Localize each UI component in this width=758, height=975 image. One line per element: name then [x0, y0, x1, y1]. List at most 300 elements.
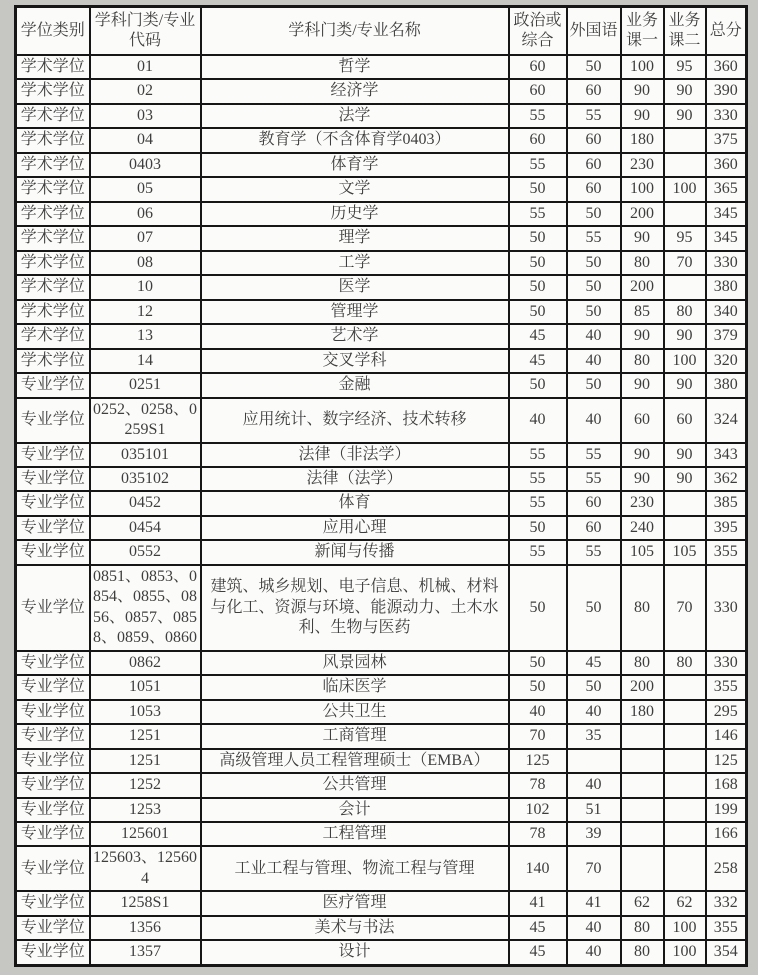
table-cell-business-course-1: 80: [621, 251, 664, 275]
table-cell-foreign-language: 60: [567, 128, 621, 152]
table-cell-business-course-1: 230: [621, 153, 664, 177]
table-cell-business-course-2: 80: [664, 651, 706, 675]
table-cell-business-course-2: 90: [664, 467, 706, 491]
table-cell-total-score: 355: [706, 916, 747, 940]
table-cell-degree-category: 专业学位: [16, 891, 90, 915]
table-cell-total-score: 362: [706, 467, 747, 491]
table-cell-politics-or-comprehensive: 40: [509, 700, 567, 724]
table-cell-subject-code: 1252: [90, 773, 201, 797]
table-cell-degree-category: 学术学位: [16, 349, 90, 373]
table-cell-business-course-2: 100: [664, 940, 706, 965]
table-row: [16, 55, 747, 79]
table-cell-foreign-language: 40: [567, 324, 621, 348]
table-cell-subject-name: 教育学（不含体育学0403）: [201, 128, 509, 152]
table-cell-business-course-2: 100: [664, 349, 706, 373]
table-cell-business-course-2: 60: [664, 398, 706, 443]
table-cell-politics-or-comprehensive: 140: [509, 846, 567, 891]
header-cell-subject-code: 学科门类/专业代码: [90, 7, 201, 56]
table-cell-subject-name: 法律（非法学）: [201, 443, 509, 467]
table-row: [16, 373, 747, 397]
table-cell-politics-or-comprehensive: 50: [509, 275, 567, 299]
table-cell-foreign-language: 45: [567, 651, 621, 675]
table-cell-subject-code: 07: [90, 226, 201, 250]
table-cell-politics-or-comprehensive: 78: [509, 822, 567, 846]
table-cell-subject-name: 风景园林: [201, 651, 509, 675]
table-cell-subject-code: 125603、125604: [90, 846, 201, 891]
table-cell-degree-category: 学术学位: [16, 55, 90, 79]
table-cell-foreign-language: 41: [567, 891, 621, 915]
table-cell-total-score: 146: [706, 724, 747, 748]
table-cell-business-course-1: 90: [621, 324, 664, 348]
table-cell-subject-name: 理学: [201, 226, 509, 250]
table-cell-subject-code: 0454: [90, 516, 201, 540]
table-cell-total-score: 375: [706, 128, 747, 152]
table-cell-degree-category: 专业学位: [16, 822, 90, 846]
header-cell-foreign-language: 外国语: [567, 7, 621, 56]
table-cell-business-course-2: 100: [664, 916, 706, 940]
table-cell-subject-code: 03: [90, 104, 201, 128]
table-cell-subject-name: 金融: [201, 373, 509, 397]
table-cell-business-course-1: [621, 724, 664, 748]
table-cell-foreign-language: 50: [567, 565, 621, 651]
table-cell-foreign-language: 55: [567, 104, 621, 128]
table-cell-politics-or-comprehensive: 60: [509, 128, 567, 152]
table-cell-foreign-language: 40: [567, 700, 621, 724]
table-cell-politics-or-comprehensive: 60: [509, 79, 567, 103]
table-row: [16, 128, 747, 152]
table-cell-politics-or-comprehensive: 50: [509, 675, 567, 699]
table-cell-business-course-1: [621, 846, 664, 891]
table-cell-degree-category: 专业学位: [16, 565, 90, 651]
table-cell-subject-code: 01: [90, 55, 201, 79]
table-cell-business-course-1: 90: [621, 467, 664, 491]
table-cell-degree-category: 专业学位: [16, 398, 90, 443]
table-row: [16, 491, 747, 515]
table-row: [16, 443, 747, 467]
table-cell-business-course-1: 200: [621, 275, 664, 299]
table-cell-subject-code: 12: [90, 300, 201, 324]
table-cell-subject-code: 0403: [90, 153, 201, 177]
table-cell-business-course-1: 90: [621, 104, 664, 128]
table-cell-total-score: 395: [706, 516, 747, 540]
table-cell-politics-or-comprehensive: 55: [509, 467, 567, 491]
table-cell-total-score: 330: [706, 104, 747, 128]
table-cell-business-course-2: [664, 675, 706, 699]
table-row: [16, 846, 747, 891]
table-cell-total-score: 360: [706, 153, 747, 177]
table-cell-degree-category: 专业学位: [16, 443, 90, 467]
table-cell-politics-or-comprehensive: 50: [509, 300, 567, 324]
table-cell-business-course-1: 80: [621, 940, 664, 965]
table-cell-total-score: 125: [706, 749, 747, 773]
table-cell-business-course-2: [664, 153, 706, 177]
table-cell-degree-category: 专业学位: [16, 916, 90, 940]
table-cell-business-course-1: 90: [621, 443, 664, 467]
table-cell-business-course-2: 105: [664, 540, 706, 564]
table-cell-foreign-language: 50: [567, 275, 621, 299]
table-cell-business-course-1: 200: [621, 202, 664, 226]
table-cell-subject-code: 1357: [90, 940, 201, 965]
table-row: [16, 749, 747, 773]
table-cell-foreign-language: 55: [567, 443, 621, 467]
table-cell-subject-name: 管理学: [201, 300, 509, 324]
table-cell-business-course-2: [664, 491, 706, 515]
table-cell-politics-or-comprehensive: 78: [509, 773, 567, 797]
table-cell-foreign-language: 40: [567, 349, 621, 373]
table-row: [16, 516, 747, 540]
table-cell-degree-category: 专业学位: [16, 773, 90, 797]
table-cell-business-course-2: 90: [664, 104, 706, 128]
table-cell-total-score: 295: [706, 700, 747, 724]
table-cell-subject-name: 应用统计、数字经济、技术转移: [201, 398, 509, 443]
table-cell-total-score: 345: [706, 226, 747, 250]
table-cell-subject-code: 08: [90, 251, 201, 275]
table-cell-subject-name: 法律（法学）: [201, 467, 509, 491]
table-cell-business-course-1: 90: [621, 79, 664, 103]
table-cell-business-course-2: [664, 822, 706, 846]
table-row: [16, 651, 747, 675]
table-cell-degree-category: 学术学位: [16, 128, 90, 152]
table-cell-business-course-2: [664, 724, 706, 748]
table-cell-business-course-1: [621, 822, 664, 846]
table-cell-foreign-language: 50: [567, 55, 621, 79]
table-cell-subject-name: 建筑、城乡规划、电子信息、机械、材料与化工、资源与环境、能源动力、土木水利、生物与医药: [201, 565, 509, 651]
table-cell-foreign-language: 40: [567, 940, 621, 965]
table-cell-subject-code: 04: [90, 128, 201, 152]
table-cell-degree-category: 学术学位: [16, 300, 90, 324]
table-cell-degree-category: 专业学位: [16, 675, 90, 699]
table-cell-degree-category: 学术学位: [16, 153, 90, 177]
table-cell-subject-name: 设计: [201, 940, 509, 965]
table-cell-business-course-2: [664, 846, 706, 891]
table-cell-total-score: 330: [706, 251, 747, 275]
table-row: [16, 300, 747, 324]
table-row: [16, 940, 747, 965]
table-row: [16, 398, 747, 443]
table-cell-business-course-1: 105: [621, 540, 664, 564]
table-cell-subject-name: 经济学: [201, 79, 509, 103]
table-cell-total-score: 380: [706, 373, 747, 397]
table-cell-business-course-2: 90: [664, 324, 706, 348]
table-cell-total-score: 330: [706, 651, 747, 675]
table-row: [16, 79, 747, 103]
table-cell-subject-code: 035101: [90, 443, 201, 467]
table-cell-subject-code: 02: [90, 79, 201, 103]
table-cell-politics-or-comprehensive: 40: [509, 398, 567, 443]
header-row: [16, 7, 747, 56]
table-row: [16, 891, 747, 915]
table-cell-subject-name: 哲学: [201, 55, 509, 79]
table-cell-business-course-1: 80: [621, 916, 664, 940]
header-cell-degree-category: 学位类别: [16, 7, 90, 56]
table-cell-total-score: 199: [706, 798, 747, 822]
table-row: [16, 251, 747, 275]
table-cell-politics-or-comprehensive: 55: [509, 202, 567, 226]
table-cell-subject-code: 0252、0258、0259S1: [90, 398, 201, 443]
table-cell-business-course-1: 180: [621, 128, 664, 152]
table-cell-business-course-1: 90: [621, 226, 664, 250]
table-cell-business-course-2: [664, 516, 706, 540]
table-cell-foreign-language: 70: [567, 846, 621, 891]
table-cell-business-course-1: 62: [621, 891, 664, 915]
table-row: [16, 822, 747, 846]
table-cell-business-course-1: 90: [621, 373, 664, 397]
table-row: [16, 104, 747, 128]
table-cell-subject-name: 医疗管理: [201, 891, 509, 915]
table-cell-total-score: 324: [706, 398, 747, 443]
table-cell-subject-code: 125601: [90, 822, 201, 846]
table-cell-business-course-2: 90: [664, 443, 706, 467]
table-cell-business-course-2: [664, 749, 706, 773]
table-cell-total-score: 360: [706, 55, 747, 79]
table-row: [16, 916, 747, 940]
table-cell-foreign-language: 35: [567, 724, 621, 748]
table-cell-business-course-2: 62: [664, 891, 706, 915]
table-cell-foreign-language: 60: [567, 153, 621, 177]
table-cell-politics-or-comprehensive: 50: [509, 373, 567, 397]
table-cell-total-score: 258: [706, 846, 747, 891]
table-cell-subject-code: 0452: [90, 491, 201, 515]
table-cell-business-course-2: 80: [664, 300, 706, 324]
table-cell-degree-category: 学术学位: [16, 104, 90, 128]
table-cell-foreign-language: 51: [567, 798, 621, 822]
table-cell-degree-category: 学术学位: [16, 177, 90, 201]
table-cell-subject-name: 艺术学: [201, 324, 509, 348]
table-cell-degree-category: 专业学位: [16, 798, 90, 822]
table-cell-subject-name: 体育: [201, 491, 509, 515]
table-cell-total-score: 345: [706, 202, 747, 226]
table-cell-total-score: 365: [706, 177, 747, 201]
table-cell-total-score: 355: [706, 675, 747, 699]
table-cell-subject-code: 1356: [90, 916, 201, 940]
table-cell-politics-or-comprehensive: 60: [509, 55, 567, 79]
table-row: [16, 202, 747, 226]
table-cell-subject-name: 体育学: [201, 153, 509, 177]
table-cell-degree-category: 学术学位: [16, 202, 90, 226]
table-cell-foreign-language: 40: [567, 773, 621, 797]
table-cell-degree-category: 学术学位: [16, 275, 90, 299]
table-cell-degree-category: 学术学位: [16, 79, 90, 103]
table-cell-subject-code: 1053: [90, 700, 201, 724]
table-cell-total-score: 379: [706, 324, 747, 348]
table-cell-business-course-1: 100: [621, 177, 664, 201]
table-cell-subject-name: 高级管理人员工程管理硕士（EMBA）: [201, 749, 509, 773]
table-cell-subject-code: 1251: [90, 749, 201, 773]
table-cell-politics-or-comprehensive: 125: [509, 749, 567, 773]
table-cell-subject-name: 交叉学科: [201, 349, 509, 373]
table-cell-foreign-language: 55: [567, 226, 621, 250]
table-cell-subject-code: 1258S1: [90, 891, 201, 915]
table-cell-subject-name: 工商管理: [201, 724, 509, 748]
table-row: [16, 467, 747, 491]
table-row: [16, 324, 747, 348]
table-cell-business-course-2: 90: [664, 373, 706, 397]
table-row: [16, 773, 747, 797]
table-cell-politics-or-comprehensive: 45: [509, 349, 567, 373]
table-cell-business-course-2: [664, 275, 706, 299]
table-row: [16, 153, 747, 177]
table-cell-total-score: 380: [706, 275, 747, 299]
table-cell-subject-name: 工学: [201, 251, 509, 275]
table-cell-business-course-1: 100: [621, 55, 664, 79]
table-cell-politics-or-comprehensive: 45: [509, 916, 567, 940]
table-cell-foreign-language: 40: [567, 916, 621, 940]
table-row: [16, 724, 747, 748]
header-cell-business-course-2: 业务课二: [664, 7, 706, 56]
table-cell-business-course-1: 230: [621, 491, 664, 515]
table-cell-degree-category: 学术学位: [16, 324, 90, 348]
table-cell-business-course-2: [664, 773, 706, 797]
table-cell-foreign-language: 39: [567, 822, 621, 846]
table-cell-foreign-language: 50: [567, 373, 621, 397]
table-cell-degree-category: 专业学位: [16, 467, 90, 491]
table-cell-business-course-1: 80: [621, 565, 664, 651]
table-cell-degree-category: 专业学位: [16, 940, 90, 965]
table-cell-degree-category: 学术学位: [16, 226, 90, 250]
table-row: [16, 675, 747, 699]
table-cell-subject-code: 0552: [90, 540, 201, 564]
table-cell-subject-name: 应用心理: [201, 516, 509, 540]
table-row: [16, 177, 747, 201]
table-cell-business-course-2: 90: [664, 79, 706, 103]
table-cell-subject-code: 14: [90, 349, 201, 373]
table-cell-subject-code: 0251: [90, 373, 201, 397]
table-cell-politics-or-comprehensive: 50: [509, 516, 567, 540]
table-cell-degree-category: 专业学位: [16, 749, 90, 773]
table-cell-foreign-language: 50: [567, 251, 621, 275]
score-table: [14, 5, 748, 967]
table-cell-business-course-1: 180: [621, 700, 664, 724]
table-cell-foreign-language: 60: [567, 516, 621, 540]
table-cell-politics-or-comprehensive: 55: [509, 104, 567, 128]
table-cell-politics-or-comprehensive: 55: [509, 540, 567, 564]
table-cell-politics-or-comprehensive: 45: [509, 324, 567, 348]
table-cell-subject-name: 公共管理: [201, 773, 509, 797]
table-cell-subject-code: 1051: [90, 675, 201, 699]
table-cell-subject-code: 1251: [90, 724, 201, 748]
table-cell-total-score: 332: [706, 891, 747, 915]
table-cell-subject-name: 法学: [201, 104, 509, 128]
table-cell-business-course-1: 80: [621, 651, 664, 675]
table-cell-foreign-language: 60: [567, 177, 621, 201]
table-cell-subject-name: 临床医学: [201, 675, 509, 699]
table-cell-total-score: 340: [706, 300, 747, 324]
table-cell-business-course-2: 100: [664, 177, 706, 201]
table-cell-business-course-1: 85: [621, 300, 664, 324]
table-cell-degree-category: 专业学位: [16, 491, 90, 515]
table-cell-total-score: 355: [706, 540, 747, 564]
table-cell-degree-category: 专业学位: [16, 700, 90, 724]
table-cell-subject-name: 会计: [201, 798, 509, 822]
table-row: [16, 349, 747, 373]
table-cell-subject-name: 公共卫生: [201, 700, 509, 724]
table-cell-subject-name: 文学: [201, 177, 509, 201]
table-cell-subject-name: 历史学: [201, 202, 509, 226]
table-cell-total-score: 390: [706, 79, 747, 103]
table-cell-business-course-2: [664, 202, 706, 226]
table-cell-foreign-language: 50: [567, 675, 621, 699]
table-cell-business-course-2: [664, 798, 706, 822]
table-cell-business-course-2: 70: [664, 565, 706, 651]
table-cell-politics-or-comprehensive: 102: [509, 798, 567, 822]
table-cell-business-course-1: [621, 749, 664, 773]
table-cell-subject-code: 06: [90, 202, 201, 226]
table-cell-foreign-language: 55: [567, 540, 621, 564]
table-cell-politics-or-comprehensive: 50: [509, 651, 567, 675]
table-cell-degree-category: 专业学位: [16, 373, 90, 397]
table-cell-total-score: 168: [706, 773, 747, 797]
table-cell-politics-or-comprehensive: 45: [509, 940, 567, 965]
table-cell-politics-or-comprehensive: 55: [509, 443, 567, 467]
table-cell-total-score: 166: [706, 822, 747, 846]
table-cell-business-course-2: [664, 700, 706, 724]
table-cell-business-course-1: [621, 773, 664, 797]
table-cell-subject-code: 0862: [90, 651, 201, 675]
table-cell-total-score: 343: [706, 443, 747, 467]
table-cell-subject-name: 医学: [201, 275, 509, 299]
table-cell-degree-category: 专业学位: [16, 724, 90, 748]
header-cell-business-course-1: 业务课一: [621, 7, 664, 56]
table-cell-subject-code: 10: [90, 275, 201, 299]
table-cell-subject-code: 1253: [90, 798, 201, 822]
table-cell-foreign-language: 50: [567, 300, 621, 324]
table-cell-degree-category: 专业学位: [16, 846, 90, 891]
table-cell-total-score: 320: [706, 349, 747, 373]
table-cell-business-course-1: 80: [621, 349, 664, 373]
table-cell-politics-or-comprehensive: 50: [509, 565, 567, 651]
table-cell-subject-code: 13: [90, 324, 201, 348]
header-cell-total-score: 总分: [706, 7, 747, 56]
header-cell-subject-name: 学科门类/专业名称: [201, 7, 509, 56]
table-cell-business-course-2: 95: [664, 55, 706, 79]
table-cell-degree-category: 专业学位: [16, 540, 90, 564]
table-cell-total-score: 354: [706, 940, 747, 965]
table-cell-politics-or-comprehensive: 41: [509, 891, 567, 915]
table-cell-degree-category: 专业学位: [16, 651, 90, 675]
table-body: [16, 55, 747, 965]
header-cell-politics-or-comprehensive: 政治或综合: [509, 7, 567, 56]
table-cell-foreign-language: 60: [567, 79, 621, 103]
table-cell-business-course-2: 95: [664, 226, 706, 250]
table-cell-foreign-language: 60: [567, 491, 621, 515]
table-cell-politics-or-comprehensive: 55: [509, 491, 567, 515]
table-cell-subject-name: 工业工程与管理、物流工程与管理: [201, 846, 509, 891]
table-cell-business-course-1: 240: [621, 516, 664, 540]
table-cell-politics-or-comprehensive: 50: [509, 251, 567, 275]
table-cell-business-course-2: [664, 128, 706, 152]
table-row: [16, 700, 747, 724]
table-cell-subject-code: 05: [90, 177, 201, 201]
table-row: [16, 226, 747, 250]
table-cell-degree-category: 学术学位: [16, 251, 90, 275]
table-cell-politics-or-comprehensive: 55: [509, 153, 567, 177]
table-cell-total-score: 385: [706, 491, 747, 515]
table-row: [16, 540, 747, 564]
table-cell-subject-code: 0851、0853、0854、0855、0856、0857、0858、0859、0860: [90, 565, 201, 651]
table-cell-subject-code: 035102: [90, 467, 201, 491]
table-cell-business-course-1: 60: [621, 398, 664, 443]
table-cell-subject-name: 工程管理: [201, 822, 509, 846]
table-cell-foreign-language: 50: [567, 202, 621, 226]
table-cell-business-course-1: 200: [621, 675, 664, 699]
table-row: [16, 565, 747, 651]
table-cell-total-score: 330: [706, 565, 747, 651]
table-cell-foreign-language: 40: [567, 398, 621, 443]
table-cell-politics-or-comprehensive: 70: [509, 724, 567, 748]
table-cell-politics-or-comprehensive: 50: [509, 226, 567, 250]
table-cell-foreign-language: 55: [567, 467, 621, 491]
table-cell-degree-category: 专业学位: [16, 516, 90, 540]
